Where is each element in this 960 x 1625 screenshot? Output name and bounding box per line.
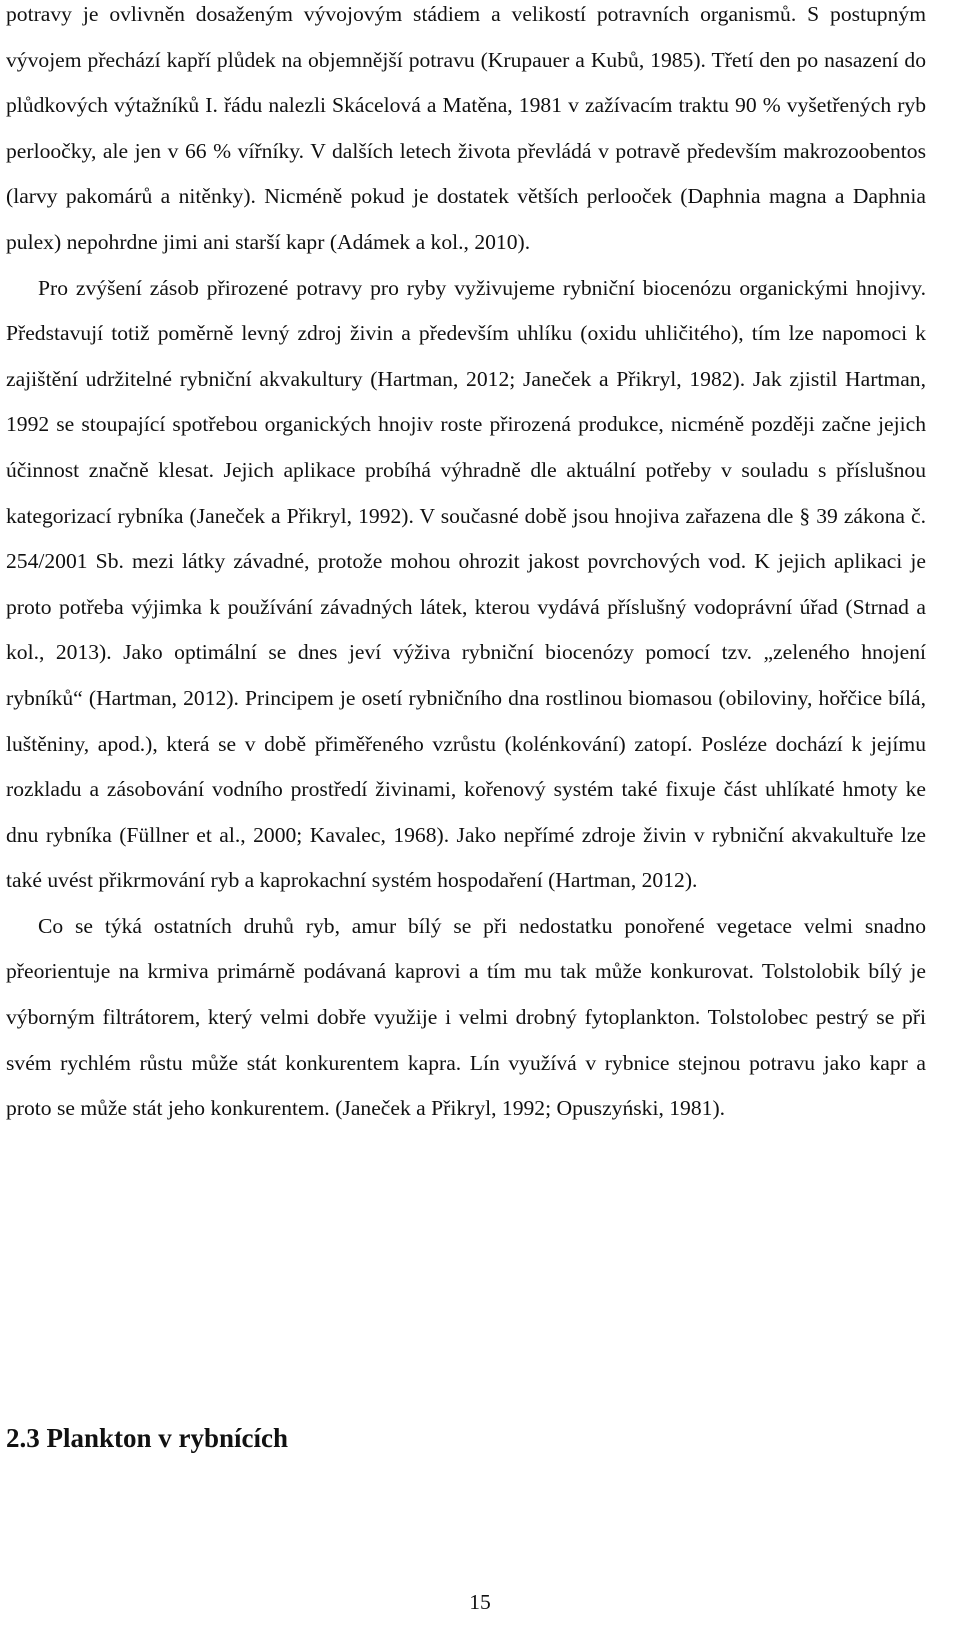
paragraph-organic-fertilization: Pro zvýšení zásob přirozené potravy pro ryby vyživujeme rybniční biocenózu organickými hnojivy. Představují totiž poměrně levný zdroj živin a především uhlíku (oxidu uhličitého), tím lze napomoci k zajištění udržitelné rybniční akvakultury (Hartman, 2012; Janeček a Přikryl, 1982). Jak zjistil Hartman, 1992 se stoupající spotřebou organických hnojiv roste přirozená produkce, nicméně později začne jejich účinnost značně klesat. Jejich aplikace probíhá výhradně dle aktuální potřeby v souladu s příslušnou kategorizací rybníka (Janeček a Přikryl, 1992). V současné době jsou hnojiva zařazena dle § 39 zákona č. 254/2001 Sb. mezi látky závadné, protože mohou ohrozit jakost povrchových vod. K jejich aplikaci je proto potřeba výjimka k používání závadných látek, kterou vydává příslušný vodoprávní úřad (Strnad a kol., 2013). Jako optimální se dnes jeví výživa rybniční biocenózy pomocí tzv. „zeleného hnojení rybníků“ (Hartman, 2012). Principem je osetí rybničního dna rostlinou biomasou (obiloviny, hořčice bílá, luštěniny, apod.), která se v době přiměřeného vzrůstu (kolénkování) zatopí. Posléze dochází k jejímu rozkladu a zásobování vodního prostředí živinami, kořenový systém také fixuje část uhlíkaté hmoty ke dnu rybníka (Füllner et al., 2000; Kavalec, 1968). Jako nepřímé zdroje živin v rybniční akvakultuře lze také uvést přikrmování ryb a kaprokachní systém hospodaření (Hartman, 2012). (6, 275, 926, 893)
section-heading: 2.3 Plankton v rybnících (6, 1423, 289, 1453)
page-body (6, 0, 926, 1132)
paragraph-fish-diet: potravy je ovlivněn dosaženým vývojovým stádiem a velikostí potravních organismů. S postupným vývojem přechází kapří plůdek na objemnější potravu (Krupauer a Kubů, 1985). Třetí den po nasazení do plůdkových výtažníků I. řádu nalezli Skácelová a Matěna, 1981 v zažívacím traktu 90 % vyšetřených ryb perloočky, ale jen v 66 % vířníky. V dalších letech života převládá v potravě především makrozoobentos (larvy pakomárů a nitěnky). Nicméně pokud je dostatek větších perlooček (Daphnia magna a Daphnia pulex) nepohrdne jimi ani starší kapr (Adámek a kol., 2010). (6, 2, 926, 254)
paragraph-other-fish-species: Co se týká ostatních druhů ryb, amur bílý se při nedostatku ponořené vegetace velmi snadno přeorientuje na krmiva primárně podávaná kaprovi a tím mu tak může konkurovat. Tolstolobik bílý je výborným filtrátorem, který velmi dobře využije i velmi drobný fytoplankton. Tolstolobec pestrý se při svém rychlém růstu může stát konkurentem kapra. Lín využívá v rybnice stejnou potravu jako kapr a proto se může stát jeho konkurentem. (Janeček a Přikryl, 1992; Opuszyński, 1981). (6, 913, 926, 1121)
page-number: 15 (469, 1590, 491, 1614)
